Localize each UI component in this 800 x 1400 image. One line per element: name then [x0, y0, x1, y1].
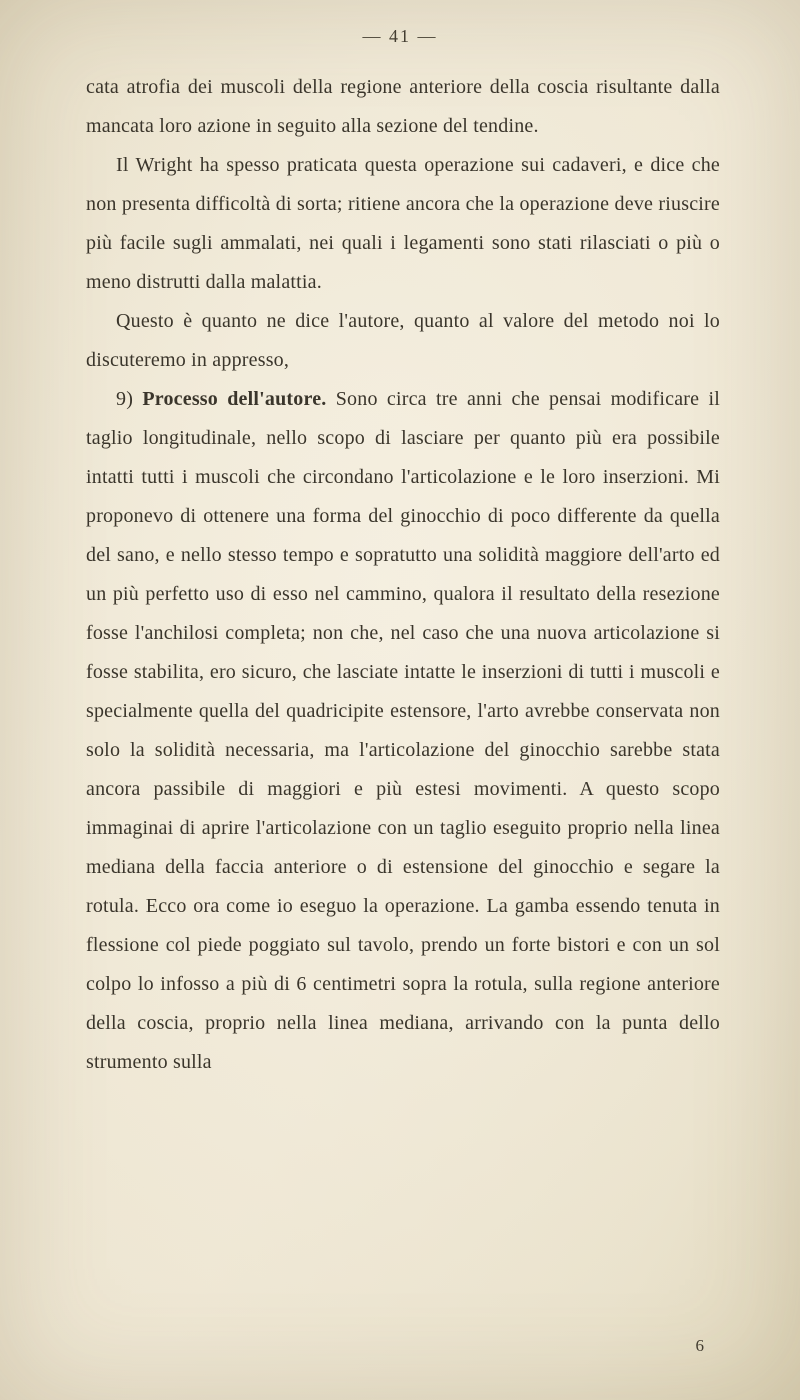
paragraph-section-9 — [86, 380, 720, 1082]
section-body-text: Sono circa tre anni che pensai modificare il taglio longitudinale, nello scopo di lasciare per quanto più era possibile intatti tutti i muscoli che circondano l'articolazione e le loro inserzioni. Mi proponevo di ottenere una forma del ginocchio di poco differente da quella del sano, e nello stesso tempo e sopratutto una solidità maggiore dell'arto ed un più perfetto uso di esso nel cammino, qualora il resultato della resezione fosse l'anchilosi completa; non che, nel caso che una nuova articolazione si fosse stabilita, ero sicuro, che lasciate intatte le inserzioni di tutti i muscoli e specialmente quella del quadricipite estensore, l'arto avrebbe conservata non solo la solidità necessaria, ma l'articolazione del ginocchio sarebbe stata ancora passibile di maggiori e più estesi movimenti. A questo scopo immaginai di aprire l'articolazione con un taglio eseguito proprio nella linea mediana della faccia anteriore o di estensione del ginocchio e segare la rotula. Ecco ora come io eseguo la operazione. La gamba essendo tenuta in flessione col piede poggiato sul tavolo, prendo un forte bistori e con un sol colpo lo infosso a più di 6 centimetri sopra la rotula, sulla regione anteriore della coscia, proprio nella linea mediana, arrivando con la punta dello strumento sulla — [86, 388, 720, 1073]
text-block — [86, 68, 720, 1082]
section-title: Processo dell'autore. — [142, 388, 327, 410]
signature-number: 6 — [695, 1336, 704, 1355]
paragraph-continuation: cata atrofia dei muscoli della regione anteriore della coscia risultante dalla mancata loro azione in seguito alla sezione del tendine. — [86, 76, 720, 137]
page-number-header: — 41 — — [362, 26, 438, 46]
section-number: 9) — [116, 388, 143, 410]
paragraph-author-comment: Questo è quanto ne dice l'autore, quanto al valore del metodo noi lo discuteremo in appresso, — [86, 310, 720, 371]
paragraph-wright: Il Wright ha spesso praticata questa operazione sui cadaveri, e dice che non presenta difficoltà di sorta; ritiene ancora che la operazione deve riuscire più facile sugli ammalati, nei quali i legamenti sono stati rilasciati o più o meno distrutti dalla malattia. — [86, 154, 720, 293]
